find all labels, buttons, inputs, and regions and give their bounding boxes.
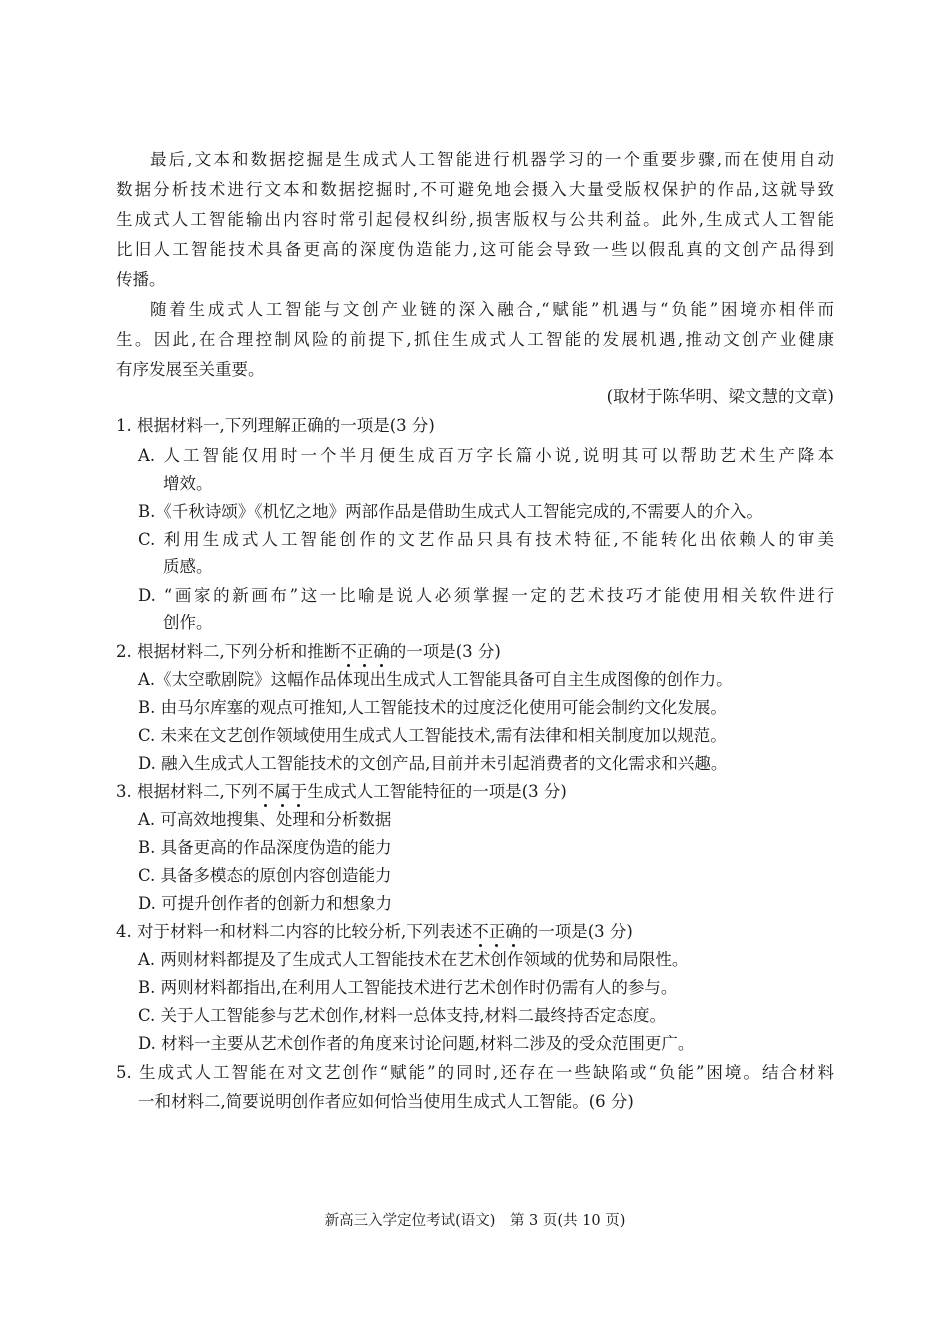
question-3-stem [116,782,567,802]
question-2-option-b: B. 由马尔库塞的观点可推知,人工智能技术的过度泛化使用可能会制约文化发展。 [138,698,727,717]
passage-line: 随着生成式人工智能与文创产业链的深入融合,“赋能”机遇与“负能”困境亦相伴而 [150,300,834,319]
passage-line: 数据分析技术进行文本和数据挖掘时,不可避免地会摄入大量受版权保护的作品,这就导致 [116,180,834,199]
question-1-option-c-cont: 质感。 [163,557,213,576]
question-stem-text: 生成式人工智能特征的一项是(3 分) [307,782,567,801]
emphasis-char: 确 [373,642,390,661]
source-citation: (取材于陈华明、梁文慧的文章) [606,387,834,406]
question-1-option-d-cont: 创作。 [163,613,213,632]
passage-line: 比旧人工智能技术具备更高的深度伪造能力,这可能会导致一些以假乱真的文创产品得到 [116,240,834,259]
passage-line: 最后,文本和数据挖掘是生成式人工智能进行机器学习的一个重要步骤,而在使用自动 [150,150,834,169]
question-4-option-a: A. 两则材料都提及了生成式人工智能技术在艺术创作领域的优势和局限性。 [138,950,689,969]
question-stem-text: 3. 根据材料二,下列 [116,782,258,801]
question-1-option-c: C. 利用生成式人工智能创作的文艺作品只具有技术特征,不能转化出依赖人的审美 [138,530,834,549]
question-3-option-a: A. 可高效地搜集、处理和分析数据 [138,810,392,829]
question-1-option-b: B.《千秋诗颂》《机忆之地》两部作品是借助生成式人工智能完成的,不需要人的介入。 [138,502,763,521]
question-2-option-d: D. 融入生成式人工智能技术的文创产品,目前并未引起消费者的文化需求和兴趣。 [138,754,728,773]
emphasis-char: 正 [488,922,506,941]
question-1-option-a: A. 人工智能仅用时一个半月便生成百万字长篇小说,说明其可以帮助艺术生产降本 [138,446,834,465]
question-stem-text: 的一项是(3 分) [521,922,633,941]
question-3-option-c: C. 具备多模态的原创内容创造能力 [138,866,392,885]
emphasis-char: 正 [356,642,374,661]
emphasis-char: 不 [472,922,489,941]
question-1-stem: 1. 根据材料一,下列理解正确的一项是(3 分) [116,416,435,435]
passage-line: 有序发展至关重要。 [116,360,265,379]
emphasis-char: 不 [340,642,357,661]
question-5-stem-cont: 一和材料二,简要说明创作者应如何恰当使用生成式人工智能。(6 分) [138,1092,634,1111]
question-stem-text: 2. 根据材料二,下列分析和推断 [116,642,341,661]
emphasis-char: 确 [505,922,522,941]
emphasis-char: 不 [257,782,275,801]
question-stem-text: 4. 对于材料一和材料二内容的比较分析,下列表述 [116,922,473,941]
question-4-option-b: B. 两则材料都指出,在利用人工智能技术进行艺术创作时仍需有人的参与。 [138,978,678,997]
page-footer: 新高三入学定位考试(语文) 第 3 页(共 10 页) [324,1213,626,1229]
question-1-option-a-cont: 增效。 [163,474,213,493]
question-4-option-c: C. 关于人工智能参与艺术创作,材料一总体支持,材料二最终持否定态度。 [138,1006,667,1025]
question-3-option-b: B. 具备更高的作品深度伪造的能力 [138,838,392,857]
emphasis-char: 于 [290,782,308,801]
passage-line: 生。因此,在合理控制风险的前提下,抓住生成式人工智能的发展机遇,推动文创产业健康 [116,330,834,349]
question-4-option-d: D. 材料一主要从艺术创作者的角度来讨论问题,材料二涉及的受众范围更广。 [138,1034,695,1053]
question-2-option-c: C. 未来在文艺创作领域使用生成式人工智能技术,需有法律和相关制度加以规范。 [138,726,727,745]
question-2-option-a: A.《太空歌剧院》这幅作品体现出生成式人工智能具备可自主生成图像的创作力。 [138,670,733,689]
question-3-option-d: D. 可提升创作者的创新力和想象力 [138,894,393,913]
passage-line: 传播。 [116,270,166,289]
question-5-stem: 5. 生成式人工智能在对文艺创作“赋能”的同时,还存在一些缺陷或“负能”困境。结合材料 [116,1063,834,1082]
question-1-option-d: D. “画家的新画布”这一比喻是说人必须掌握一定的艺术技巧才能使用相关软件进行 [138,586,834,605]
question-2-stem [116,642,501,662]
emphasis-char: 属 [274,782,291,801]
question-stem-text: 的一项是(3 分) [389,642,501,661]
question-4-stem [116,922,633,942]
passage-line: 生成式人工智能输出内容时常引起侵权纠纷,损害版权与公共利益。此外,生成式人工智能 [116,210,834,229]
